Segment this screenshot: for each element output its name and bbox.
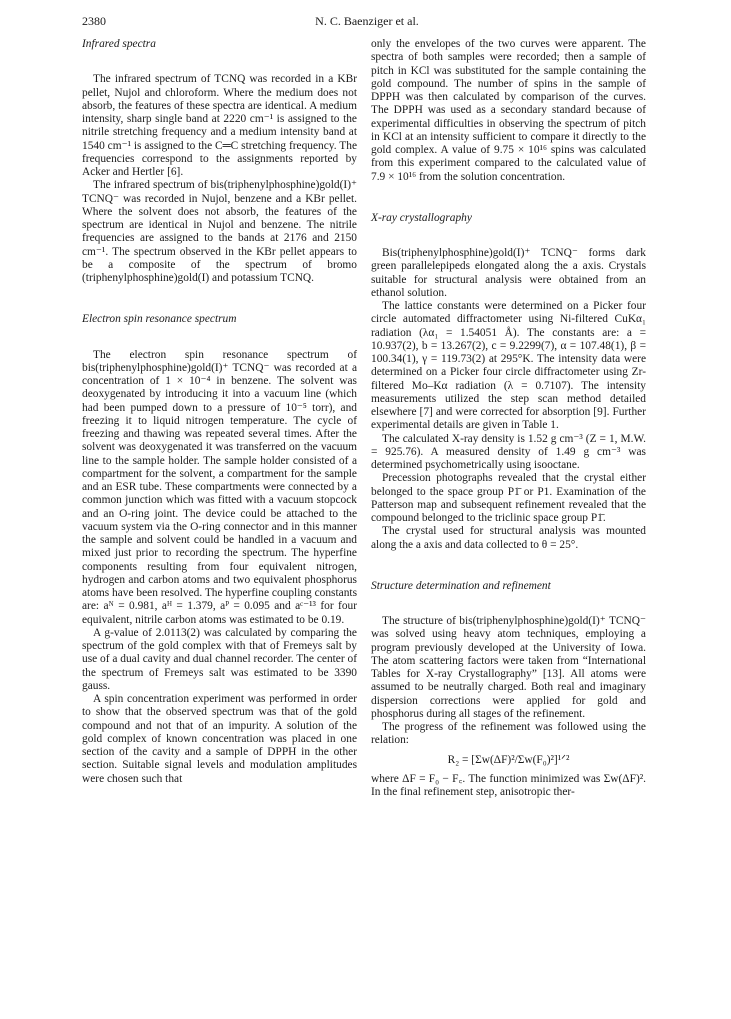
paragraph: The progress of the refinement was followed using the relation: [371, 721, 646, 747]
paragraph: The calculated X-ray density is 1.52 g cm⁻³ (Z = 1, M.W. = 925.76). A measured density of 1.49 g cm⁻³ was determined psychometrically using isooctane. [371, 432, 646, 471]
paragraph: The infrared spectrum of TCNQ was recorded in a KBr pellet, Nujol and chloroform. Where the medium does not absorb, the features of these spectra are identical. A medium intensity, sharp single band at 2220 cm⁻¹ is assigned to the nitrile stretching frequency and a medium intensity band at 1540 cm⁻¹ is assigned to the C═C stretching frequency. The frequencies correspond to the assignments reported by Acker and Hertler [6]. [82, 73, 357, 178]
paragraph: The structure of bis(triphenylphosphine)gold(I)⁺ TCNQ⁻ was solved using heavy atom techniques, employing a program previously developed at the University of Iowa. The atom scattering factors were taken from “International Tables for X-ray Crystallography” [13]. All atoms were assumed to be neutrally charged. Both real and imaginary dispersion corrections were applied for gold and phosphorus during all stages of the refinement. [371, 615, 646, 720]
right-column [371, 38, 646, 799]
page-number: 2380 [82, 14, 106, 28]
section-heading-infrared: Infrared spectra [82, 38, 156, 50]
left-column [82, 38, 357, 786]
page-header [82, 14, 652, 30]
paragraph: only the envelopes of the two curves were apparent. The spectra of both samples were recorded; then a sample of pitch in KCl was substituted for the sample containing the gold compound. The number of spins in the sample of DPPH was then calculated by comparison of the curves. The DPPH was used as a secondary standard because of experimental difficulties in observing the spectrum of pitch in KCl at an intensity sufficient to compare it directly to the gold complex. A value of 9.75 × 10¹⁶ spins was calculated from this experiment compared to the calculated value of 7.9 × 10¹⁶ from the solution concentration. [371, 38, 646, 183]
running-head: N. C. Baenziger et al. [315, 14, 419, 28]
paragraph: Bis(triphenylphosphine)gold(I)⁺ TCNQ⁻ forms dark green parallelepipeds elongated along the a axis. Crystals suitable for structural analysis were obtained from an ethanol solution. [371, 247, 646, 299]
paragraph: A spin concentration experiment was performed in order to show that the observed spectrum was that of the gold compound and not that of an impurity. A solution of the gold complex of known concentration was placed in one section of the cavity and a sample of DPPH in the other section. Suitable signal levels and modulation amplitudes were chosen such that [82, 693, 357, 785]
paragraph: The crystal used for structural analysis was mounted along the a axis and data collected to θ = 25°. [371, 525, 646, 551]
paragraph: The lattice constants were determined on a Picker four circle automated diffractometer using Ni-filtered CuKα₁ radiation (λα₁ = 1.54051 Å). The constants are: a = 10.937(2), b = 13.267(2), c = 9.2299(7), α = 107.48(1), β = 100.34(1), γ = 119.73(2) at 295°K. The intensity data were determined on a Picker four circle diffractometer using Zr-filtered Mo–Kα radiation (λ = 0.7107). The intensity measurements utilized the step scan method detailed elsewhere [7] and were corrected for absorption [9]. Further experimental details are given in Table 1. [371, 300, 646, 432]
paragraph: Precession photographs revealed that the crystal either belonged to the space group P1̄ or P1. Examination of the Patterson map and subsequent refinement revealed that the compound belonged to the triclinic space group P1̄. [371, 472, 646, 524]
section-heading-structure: Structure determination and refinement [371, 579, 551, 592]
paragraph: The infrared spectrum of bis(triphenylphosphine)gold(I)⁺ TCNQ⁻ was recorded in Nujol, benzene and a KBr pellet. Where the solvent does not absorb, the features of the spectrum are identical in Nujol and benzene. The nitrile frequencies are assigned to the bands at 2176 and 2150 cm⁻¹. The spectrum observed in the KBr pellet appears to be a composite of the spectrum of bromo (triphenylphosphine)gold(I) and potassium TCNQ. [82, 179, 357, 284]
equation-r2: R₂ = [Σw(ΔF)²/Σw(F₀)²]¹ᐟ² [447, 753, 570, 766]
section-heading-xray: X-ray crystallography [371, 211, 472, 224]
paragraph: where ΔF = F₀ − F꜀. The function minimized was Σw(ΔF)². In the final refinement step, anisotropic ther- [371, 772, 646, 798]
paragraph: The electron spin resonance spectrum of bis(triphenylphosphine)gold(I)⁺ TCNQ⁻ was recorded at a concentration of 1 × 10⁻⁴ in benzene. The solvent was deoxygenated by introducing it into a vacuum line (which had been pumped down to a pressure of 10⁻⁵ torr), and freezing it to liquid nitrogen temperature. The cycle of freezing and thawing was repeated several times. After the solvent was deoxygenated it was transferred on the vacuum line to the sample holder. The sample holder consisted of a compartment for the solvent, a compartment for the sample and an ESR tube. These compartments were connected by a common junction which was fitted with a vacuum stopcock and an O-ring joint. The device could be attached to the vacuum system via the O-ring connector and in this manner the sample and solvent could be handled in a vacuum and mixed just prior to recording the spectrum. The hyperfine components resulting from four equivalent nitrogen, hydrogen and carbon atoms and two equivalent phosphorus atoms have been resolved. The hyperfine coupling constants are: aᴺ = 0.981, aᴴ = 1.379, aᴾ = 0.095 and aᶜ⁻¹³ for four equivalent, nitrile carbon atoms was estimated to be 0.19. [82, 348, 357, 626]
paragraph: A g-value of 2.0113(2) was calculated by comparing the spectrum of the gold complex with that of Fremeys salt by use of a dual cavity and dual channel recorder. The center of the spectrum of Fremeys salt was estimated to be 3390 gauss. [82, 626, 357, 692]
section-heading-esr: Electron spin resonance spectrum [82, 313, 237, 326]
